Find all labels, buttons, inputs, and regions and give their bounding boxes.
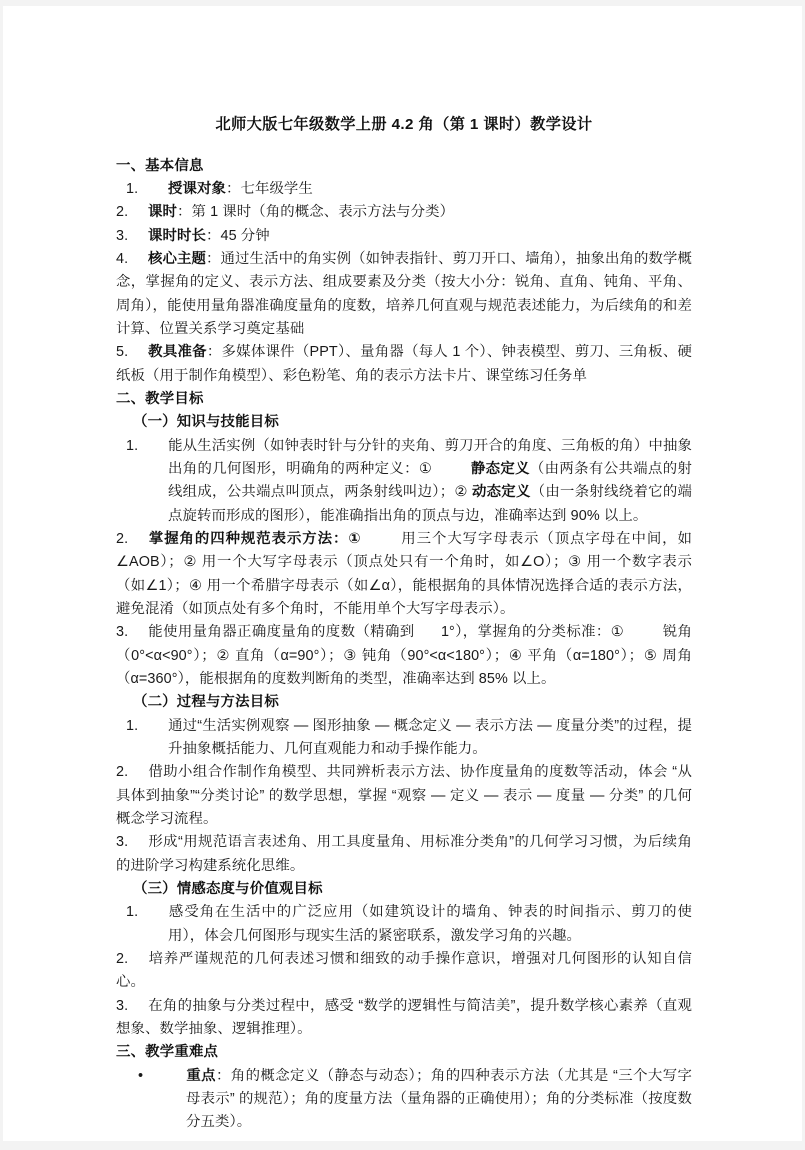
item-emphasis: 掌握角的四种规范表示方法：① [148,531,367,548]
list-item [116,761,692,831]
section-heading-key-points: 三、教学重难点 [116,1044,219,1061]
list-marker: 1. [126,437,139,454]
item-text: 感受角在生活中的广泛应用（如建筑设计的墙角、钟表的时间指示、剪刀的使用），体会几何图形与现实生活的紧密联系，激发学习角的兴趣。 [168,904,692,944]
item-text-part: （由一条射线绕着它的端点旋转而形成的图形），能准确指出角的顶点与边，准确率达到 90% 以上。 [168,484,692,524]
document-content [116,114,692,1135]
list-item [116,901,692,948]
list-item [116,178,692,201]
list-marker: 1. [126,181,139,198]
item-text-part: 锐角（0°<α<90°）；② 直角（α=90°）；③ 钝角（90°<α<180°）；④ 平角（α=180°）；⑤ 周角（α=360°），能根据角的度数判断角的类型，准确率达到 85% 以上。 [116,624,692,688]
list-item [116,341,692,388]
item-text-part: 能使用量角器正确度量角的度数（精确到 [148,624,419,641]
item-label: 教具准备 [148,344,207,361]
list-marker: 3. [116,227,129,244]
list-item [116,831,692,878]
subsection-heading-emotion-values: （三）情感态度与价值观目标 [133,880,323,897]
item-text: 借助小组合作制作角模型、共同辨析表示方法、协作度量角的度数等活动，体会 “从具体到抽象”“分类讨论” 的数学思想，掌握 “观察 — 定义 — 表示 — 度量 — 分类” 的几何概念学习流程。 [116,764,692,827]
list-marker: 2. [116,950,129,967]
list-item [116,995,692,1042]
item-text-part: 用三个大写字母表示（顶点字母在中间，如∠AOB）；② 用一个大写字母表示（顶点处只有一个角时，如∠O）；③ 用一个数字表示（如∠1）；④ 用一个希腊字母表示（如∠α），能根据角的具体情况选择合适的表示方法，避免混淆（如顶点处有多个角时，不能用单个大写字母表示）。 [116,531,692,618]
bullet-marker: • [138,1067,144,1084]
list-marker: 3. [116,834,129,851]
item-label: 核心主题 [148,251,207,268]
list-marker: 3. [116,997,129,1014]
item-text: ：通过生活中的角实例（如钟表指针、剪刀开口、墙角），抽象出角的数学概念，掌握角的定义、表示方法、组成要素及分类（按大小分：锐角、直角、钝角、平角、周角），能使用量角器准确度量角的度数，培养几何直观与规范表述能力，为后续角的和差计算、位置关系学习奠定基础 [116,251,693,338]
list-marker: 1. [126,717,139,734]
list-item [116,201,692,224]
list-marker: 1. [126,904,139,921]
list-item [116,225,692,248]
item-label: 课时时长 [148,227,206,244]
item-text: ：第 1 课时（角的概念、表示方法与分类） [176,204,455,221]
item-text: ：多媒体课件（PPT）、量角器（每人 1 个）、钟表模型、剪刀、三角板、硬纸板（用于制作角模型）、彩色粉笔、角的表示方法卡片、课堂练习任务单 [116,344,692,384]
list-marker: 4. [116,251,129,268]
list-marker: 2. [116,204,129,221]
item-text: 形成“用规范语言表述角、用工具度量角、用标准分类角”的几何学习习惯，为后续角的进阶学习构建系统化思维。 [116,834,692,874]
list-item [116,248,692,341]
item-emphasis: 动态定义 [471,484,531,501]
list-item [116,528,692,621]
list-item [116,715,692,762]
item-text-part: 能从生活实例（如钟表时针与分针的夹角、剪刀开合的角度、三角板的角）中抽象出角的几何图形，明确角的两种定义：① [168,437,692,478]
item-emphasis: 静态定义 [470,461,530,478]
section-heading-basic-info: 一、基本信息 [116,157,204,174]
item-text-part: 1°），掌握角的分类标准：① [440,624,629,641]
list-item [116,621,692,691]
list-item [116,1065,692,1135]
list-marker: 3. [116,624,129,641]
item-text-part: （由两条有公共端点的射线组成，公共端点叫顶点，两条射线叫边）；② [168,461,692,501]
item-label: 课时 [148,204,177,221]
list-marker: 2. [116,764,129,781]
item-label: 授课对象 [168,181,226,198]
section-heading-objectives: 二、教学目标 [116,391,204,408]
document-page [3,6,802,1141]
page-title: 北师大版七年级数学上册 4.2 角（第 1 课时）教学设计 [215,116,593,133]
list-item [116,435,692,528]
list-item [116,948,692,995]
list-marker: 2. [116,531,129,548]
item-label: 重点 [186,1067,216,1084]
item-text: 在角的抽象与分类过程中，感受 “数学的逻辑性与简洁美”，提升数学核心素养（直观想象、数学抽象、逻辑推理）。 [116,997,692,1037]
subsection-heading-process-method: （二）过程与方法目标 [133,694,279,711]
subsection-heading-knowledge-skills: （一）知识与技能目标 [133,414,279,431]
item-text: ：七年级学生 [225,181,313,198]
item-text: ：角的概念定义（静态与动态）；角的四种表示方法（尤其是 “三个大写字母表示” 的规范）；角的度量方法（量角器的正确使用）；角的分类标准（按度数分五类）。 [186,1067,693,1131]
item-text: 培养严谨规范的几何表述习惯和细致的动手操作意识，增强对几何图形的认知自信心。 [116,950,692,991]
item-text: 通过“生活实例观察 — 图形抽象 — 概念定义 — 表示方法 — 度量分类”的过程，提升抽象概括能力、几何直观能力和动手操作能力。 [168,717,692,757]
item-text: ：45 分钟 [205,227,270,244]
list-marker: 5. [116,344,129,361]
